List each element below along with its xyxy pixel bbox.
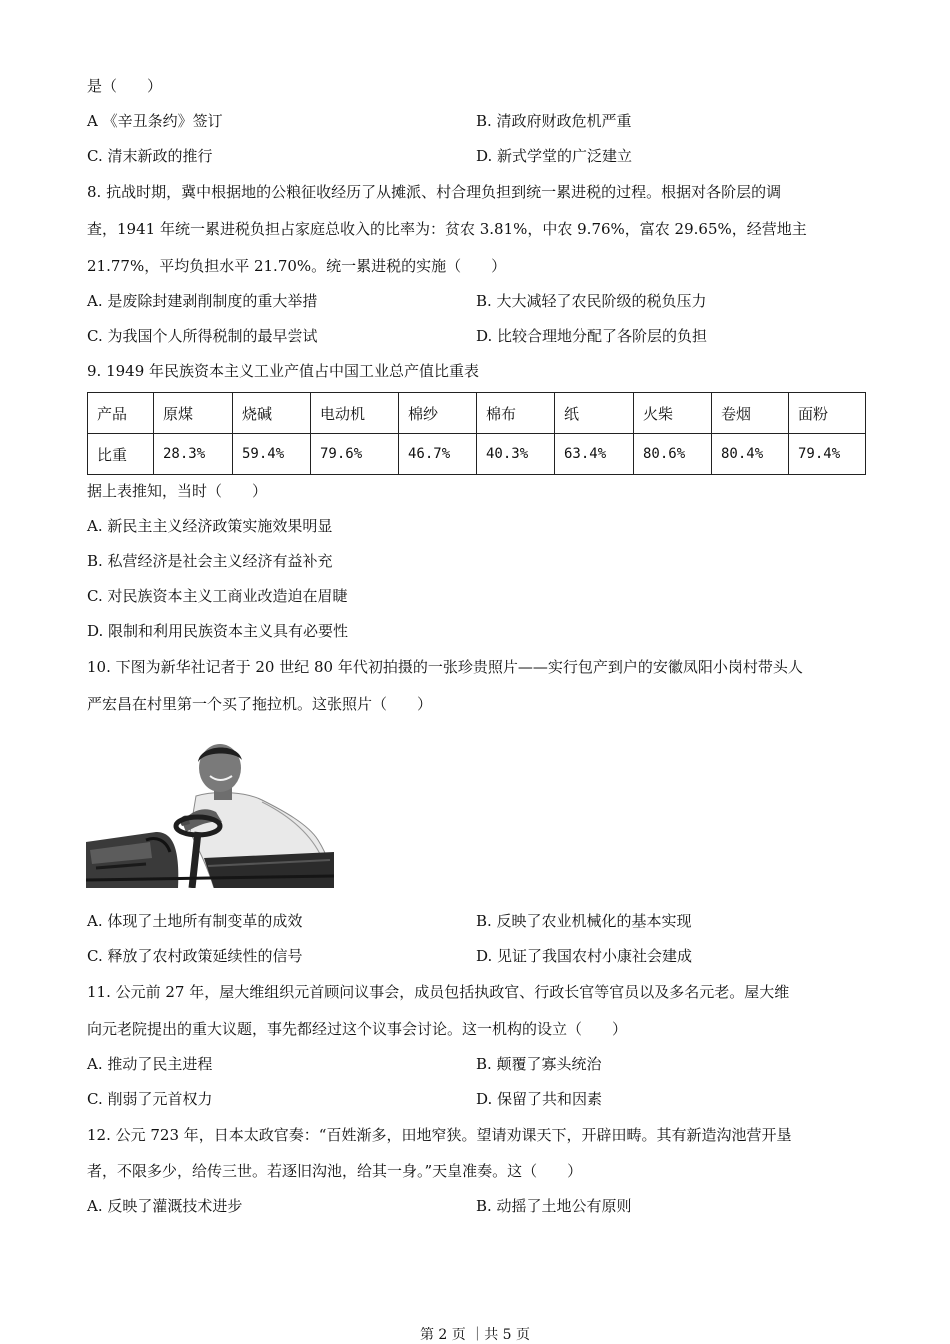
q11-option-a: A. 推动了民主进程 [87, 1055, 213, 1073]
q10-stem-line: 严宏昌在村里第一个买了拖拉机。这张照片（ ） [87, 695, 433, 713]
table-cell: 面粉 [789, 393, 866, 434]
q8-option-a: A. 是废除封建剥削制度的重大举措 [87, 292, 318, 310]
table-cell: 79.4% [789, 434, 866, 475]
page-footer: 第 2 页 ｜共 5 页 [419, 1327, 531, 1343]
q7-option-c: C. 清末新政的推行 [87, 147, 213, 165]
table-cell: 烧碱 [233, 393, 311, 434]
q8-stem-line: 8. 抗战时期，冀中根据地的公粮征收经历了从摊派、村合理负担到统一累进税的过程。根据对各阶层的调 [87, 183, 782, 201]
q9-option-c: C. 对民族资本主义工商业改造迫在眉睫 [87, 587, 348, 605]
q9-option-d: D. 限制和利用民族资本主义具有必要性 [87, 622, 349, 640]
table-cell: 46.7% [399, 434, 477, 475]
q8-stem-line: 查，1941 年统一累进税负担占家庭总收入的比率为：贫农 3.81%，中农 9.76%，富农 29.65%，经营地主 [87, 220, 807, 238]
table-cell: 80.4% [712, 434, 789, 475]
q10-option-c: C. 释放了农村政策延续性的信号 [87, 947, 303, 965]
table-cell: 28.3% [154, 434, 233, 475]
q8-stem-line: 21.77%，平均负担水平 21.70%。统一累进税的实施（ ） [87, 257, 507, 275]
q9-title: 9. 1949 年民族资本主义工业产值占中国工业总产值比重表 [87, 362, 480, 380]
q10-option-b: B. 反映了农业机械化的基本实现 [476, 912, 692, 930]
table-cell: 卷烟 [712, 393, 789, 434]
q12-stem-line: 12. 公元 723 年，日本太政官奏：“百姓渐多，田地窄狭。望请劝课天下，开辟田畴。其有新造沟池营开垦 [87, 1126, 792, 1144]
table-cell: 比重 [88, 434, 154, 475]
q9-stem: 据上表推知，当时（ ） [87, 482, 268, 500]
q8-option-b: B. 大大减轻了农民阶级的税负压力 [476, 292, 707, 310]
table-cell: 80.6% [634, 434, 712, 475]
q11-stem-line: 向元老院提出的重大议题，事先都经过这个议事会讨论。这一机构的设立（ ） [87, 1020, 628, 1038]
q12-option-b: B. 动摇了土地公有原则 [476, 1197, 632, 1215]
table-header-row [88, 393, 866, 434]
table-cell: 63.4% [555, 434, 634, 475]
table-cell: 原煤 [154, 393, 233, 434]
table-cell: 纸 [555, 393, 634, 434]
q7-option-b: B. 清政府财政危机严重 [476, 112, 632, 130]
q7-option-a: A 《辛丑条约》签订 [87, 112, 223, 130]
table-row [88, 434, 866, 475]
table-cell: 电动机 [311, 393, 399, 434]
production-share-table [87, 392, 866, 475]
q8-option-c: C. 为我国个人所得税制的最早尝试 [87, 327, 318, 345]
table-cell: 40.3% [477, 434, 555, 475]
table-cell: 产品 [88, 393, 154, 434]
q9-option-b: B. 私营经济是社会主义经济有益补充 [87, 552, 333, 570]
table-cell: 79.6% [311, 434, 399, 475]
table-cell: 棉纱 [399, 393, 477, 434]
q10-option-a: A. 体现了土地所有制变革的成效 [87, 912, 303, 930]
q9-option-a: A. 新民主主义经济政策实施效果明显 [87, 517, 333, 535]
q7-stem-tail: 是（ ） [87, 77, 163, 95]
q10-option-d: D. 见证了我国农村小康社会建成 [476, 947, 693, 965]
tractor-photo [86, 740, 334, 888]
table-cell: 59.4% [233, 434, 311, 475]
q7-option-d: D. 新式学堂的广泛建立 [476, 147, 633, 165]
q11-option-c: C. 削弱了元首权力 [87, 1090, 213, 1108]
q11-stem-line: 11. 公元前 27 年，屋大维组织元首顾问议事会，成员包括执政官、行政长官等官员以及多名元老。屋大维 [87, 983, 790, 1001]
q11-option-d: D. 保留了共和因素 [476, 1090, 603, 1108]
q12-stem-line: 者，不限多少，给传三世。若逐旧沟池，给其一身。”天皇准奏。这（ ） [87, 1162, 583, 1180]
q11-option-b: B. 颠覆了寡头统治 [476, 1055, 602, 1073]
q10-stem-line: 10. 下图为新华社记者于 20 世纪 80 年代初拍摄的一张珍贵照片——实行包产到户的安徽凤阳小岗村带头人 [87, 658, 803, 676]
table-cell: 棉布 [477, 393, 555, 434]
q12-option-a: A. 反映了灌溉技术进步 [87, 1197, 243, 1215]
table-cell: 火柴 [634, 393, 712, 434]
q8-option-d: D. 比较合理地分配了各阶层的负担 [476, 327, 708, 345]
